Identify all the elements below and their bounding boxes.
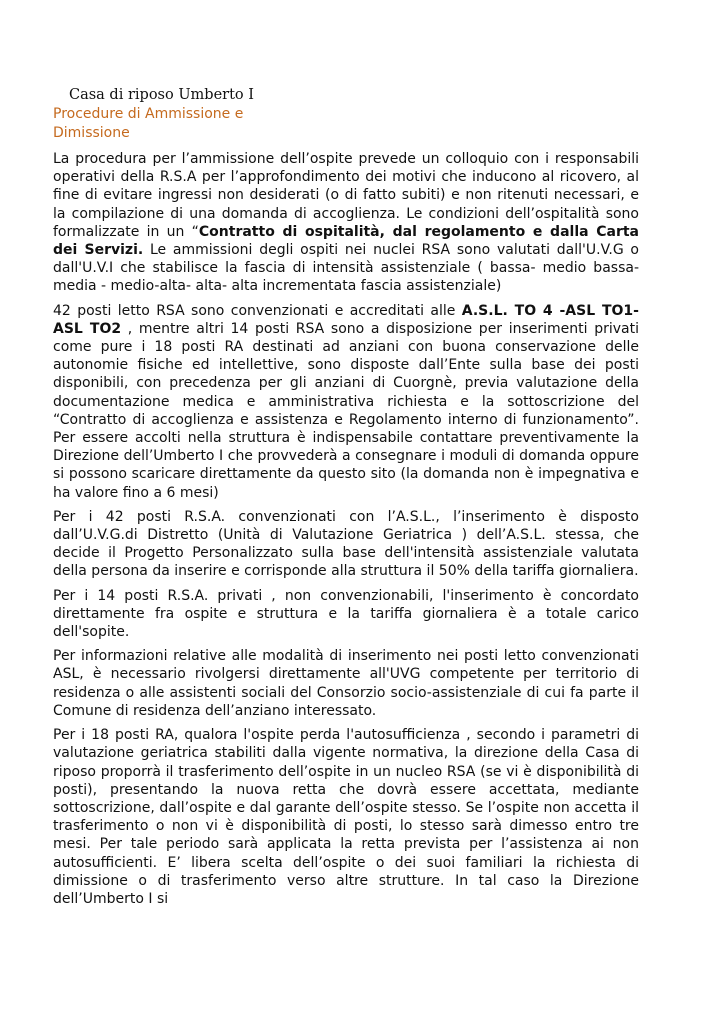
document-title: Casa di riposo Umberto I bbox=[69, 87, 254, 103]
paragraph-informazioni: Per informazioni relative alle modalità di inserimento nei posti letto convenzionati ASL, è necessario rivolgersi direttamente all'UVG competente per territorio di residenza o alle assistenti sociali del Consorzio socio-assistenziale di cui fa parte il Comune di residenza dell’anziano interessato. bbox=[53, 648, 639, 719]
paragraph-rsa-privati: Per i 14 posti R.S.A. privati , non convenzionabili, l'inserimento è concordato direttamente fra ospite e struttura e la tariffa giornaliera è a totale carico dell'sopite. bbox=[53, 587, 639, 641]
document-page bbox=[53, 86, 639, 908]
paragraph-text: La procedura per l’ammissione dell’ospite prevede un colloquio con i responsabili operativi della R.S.A per l’approfondimento dei motivi che inducono al ricovero, al fine di evitare ingressi non desiderati (o di fatto subiti) e non ritenuti necessari, e la compilazione di una domanda di accoglienza. Le condizioni dell’ospitalità sono formalizzate in un “ bbox=[53, 151, 639, 240]
paragraph-text: 42 posti letto RSA sono convenzionati e accreditati alle bbox=[53, 302, 462, 319]
contract-emphasis: Contratto di ospitalità, dal regolamento e dalla Carta dei Servizi. bbox=[53, 223, 640, 259]
paragraph-ra-posti: Per i 18 posti RA, qualora l'ospite perda l'autosufficienza , secondo i parametri di valutazione geriatrica stabiliti dalla vigente normativa, la direzione della Casa di riposo proporrà il trasferimento dell’ospite in un nucleo RSA (se vi è disponibilità di posti), presentando la nuova retta che dovrà essere accettata, mediante sottoscrizione, dall’ospite e dal garante dell’ospite stesso. Se l’ospite non accetta il trasferimento o non vi è disponibilità di posti, lo stesso sarà dimesso entro tre mesi. Per tale periodo sarà applicata la retta prevista per l’assistenza ai non autosufficienti. E’ libera scelta dell’ospite o dei suoi familiari la richiesta di dimissione o di trasferimento verso altre strutture. In tal caso la Direzione dell’Umberto I si bbox=[53, 727, 639, 907]
paragraph-beds bbox=[53, 302, 639, 502]
paragraph-rsa-convenzionati: Per i 42 posti R.S.A. convenzionati con l’A.S.L., l’inserimento è disposto dall’U.V.G.di Distretto (Unità di Valutazione Geriatrica ) dell’A.S.L. stessa, che decide il Progetto Personalizzato sulla base dell'intensità assistenziale valutata della persona da inserire e corrisponde alla struttura il 50% della tariffa giornaliera. bbox=[53, 508, 639, 580]
paragraph-text: , mentre altri 14 posti RSA sono a disposizione per inserimenti privati come pure i 18 posti RA destinati ad anziani con buona conservazione delle autonomie fisiche ed intellettive, sono disposte dall’Ente sulla base dei posti disponibili, con precedenza per gli anziani di Cuorgnè, previa valutazione della documentazione medica e amministrativa richiesta e la sottoscrizione del “Contratto di accoglienza e assistenza e Regolamento interno di funzionamento”. Per essere accolti nella struttura è indispensabile contattare preventivamente la Direzione dell’Umberto I che provvederà a consegnare i moduli di domanda oppure si possono scaricare direttamente da questo sito (la domanda non è impegnativa e ha valore fino a 6 mesi) bbox=[53, 320, 639, 501]
asl-emphasis: A.S.L. TO 4 -ASL TO1- ASL TO2 bbox=[53, 302, 639, 337]
document-subtitle: Procedure di Ammissione e Dimissione bbox=[53, 106, 244, 141]
paragraph-text: Le ammissioni degli ospiti nei nuclei RSA sono valutati dall'U.V.G o dall'U.V.I che stabilisce la fascia di intensità assistenziale ( bassa- medio bassa- media - medio-alta- alta- alta incrementata fascia assistenziale) bbox=[53, 242, 639, 295]
paragraph-admission-procedure bbox=[53, 150, 639, 296]
